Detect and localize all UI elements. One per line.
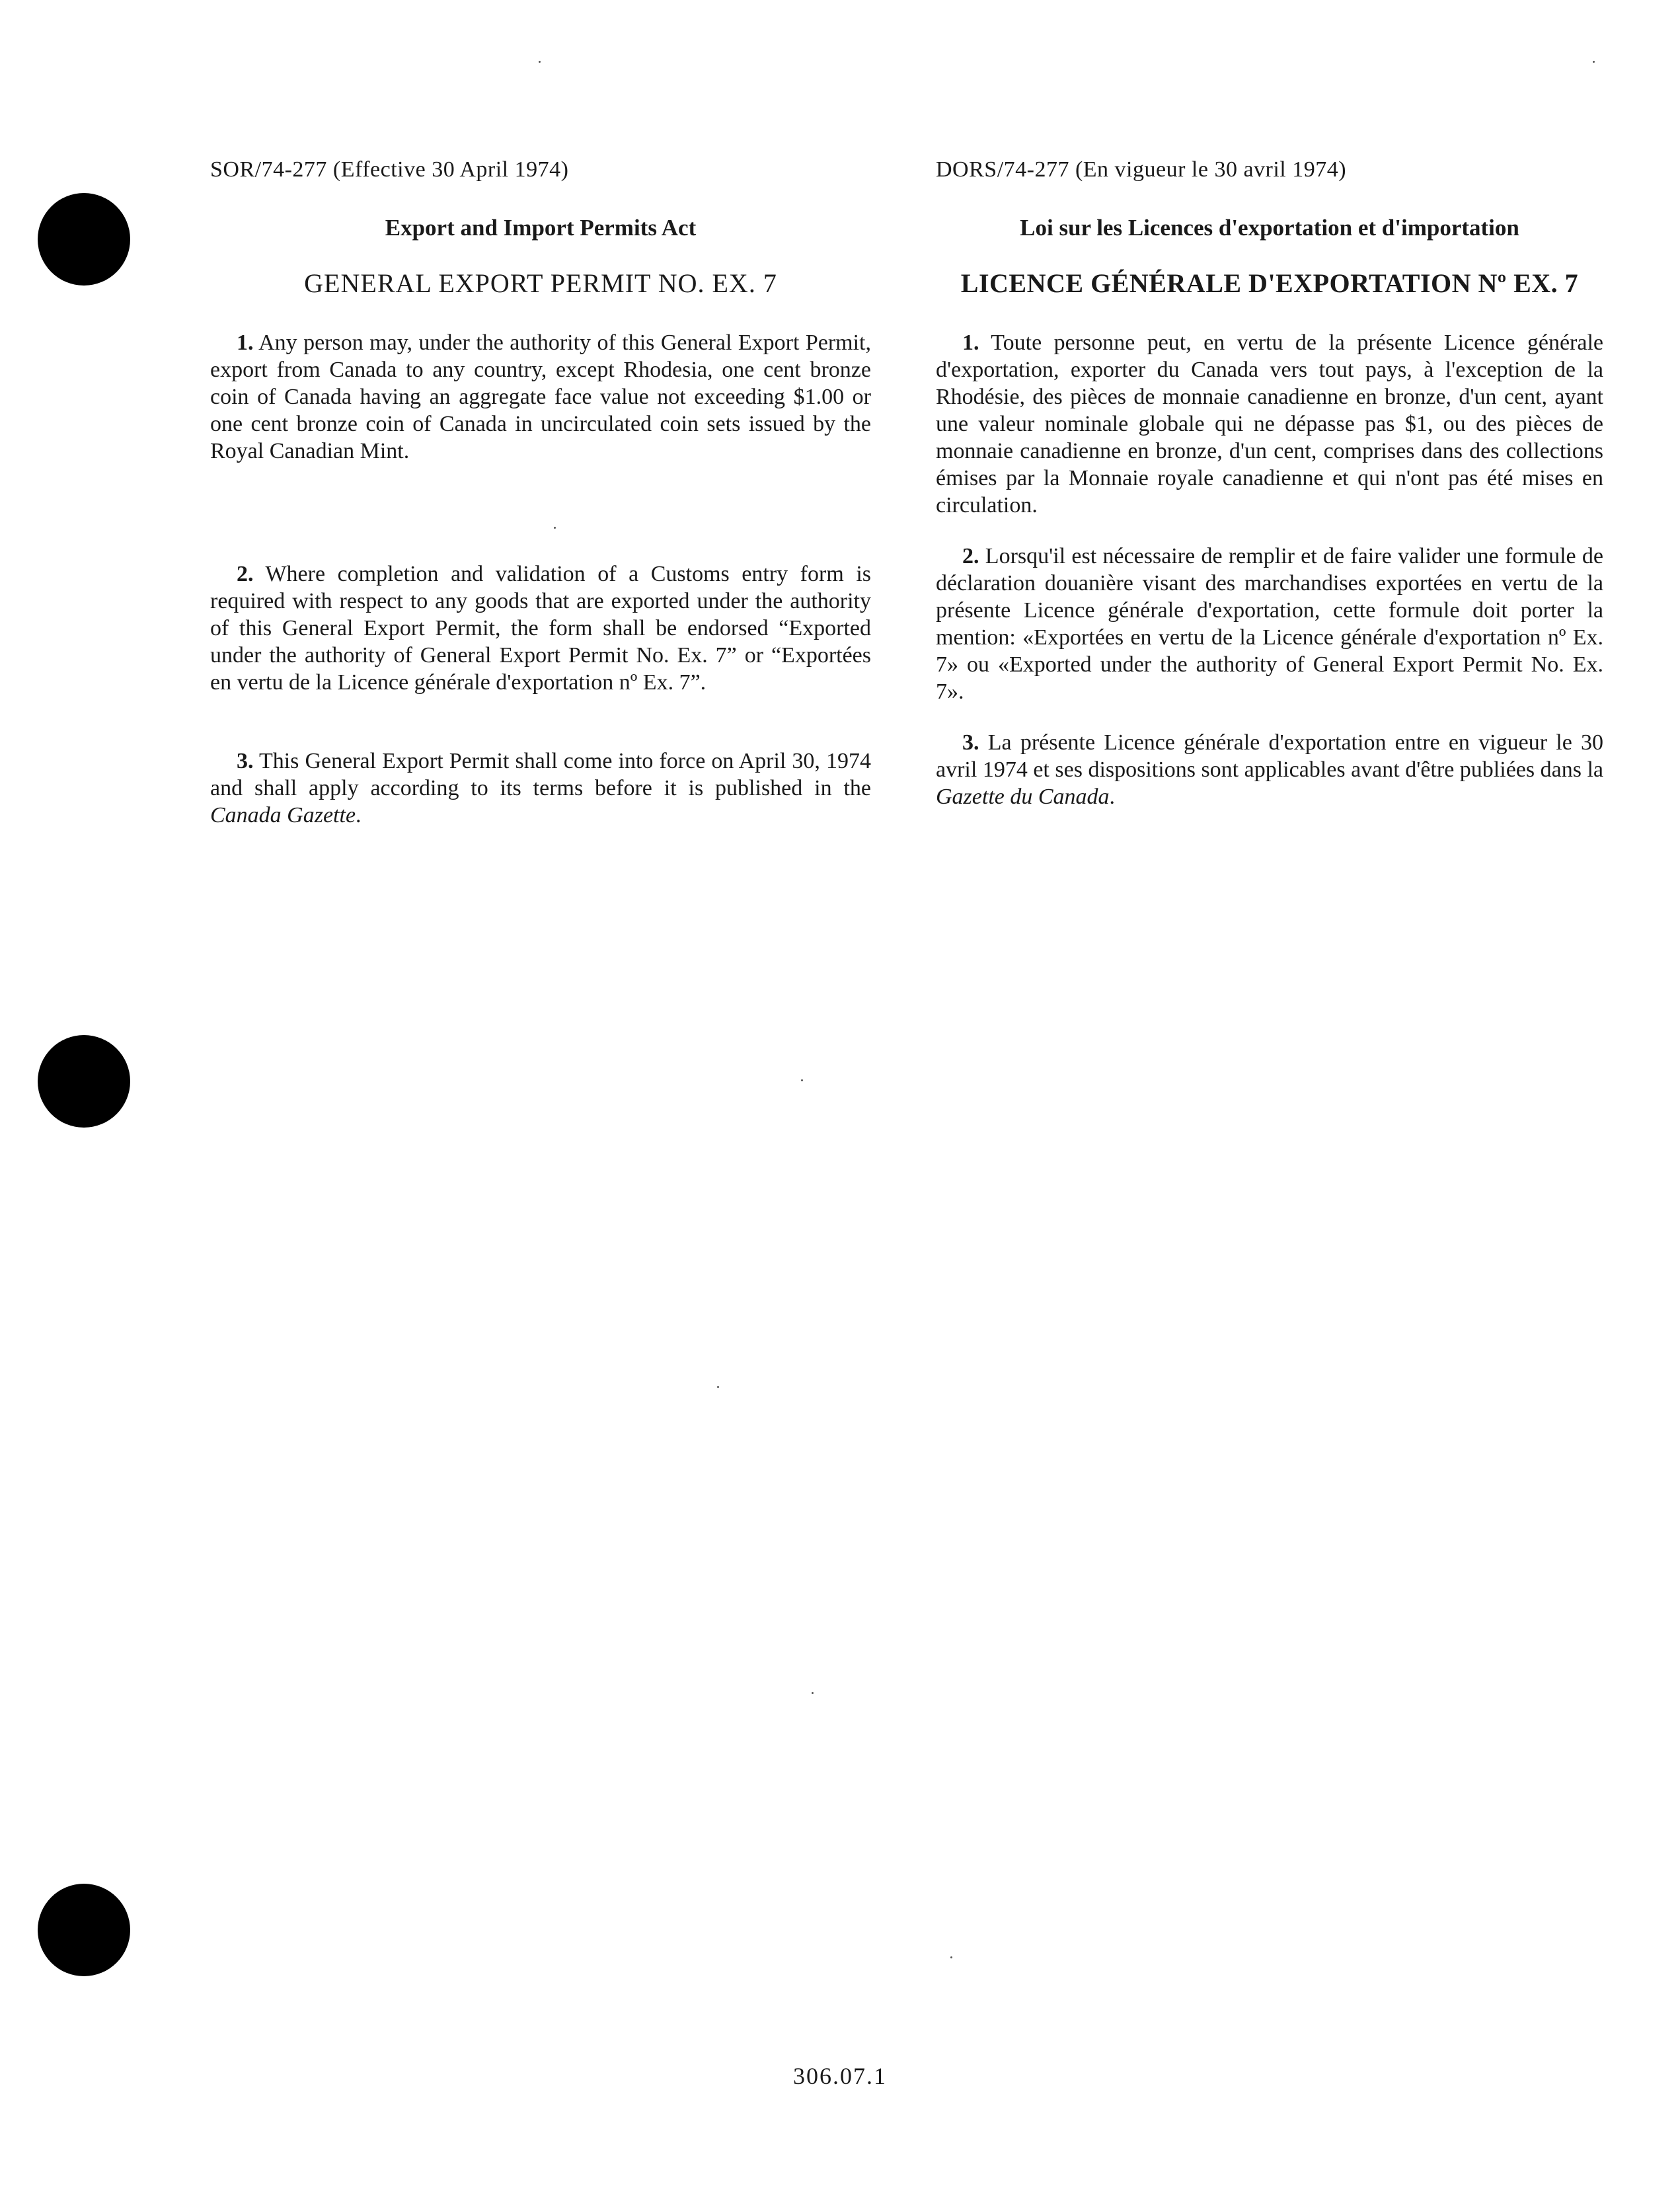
section-2	[210, 560, 871, 696]
permit-title: GENERAL EXPORT PERMIT NO. EX. 7	[304, 268, 777, 298]
act-title: Export and Import Permits Act	[385, 215, 697, 241]
page-number: 306.07.1	[793, 2063, 887, 2089]
scan-speck	[717, 1386, 719, 1388]
section-1	[210, 329, 871, 465]
punch-hole	[38, 1035, 130, 1128]
regulation-reference: DORS/74-277 (En vigueur le 30 avril 1974)	[936, 157, 1347, 182]
section-text: Any person may, under the authority of this General Export Permit, export from Canada to any country, except Rhodesia, one cent bronze coin of Canada having an aggregate face value not exceeding $1.00 or one cent bronze coin of Canada in uncirculated coin sets issued by the Royal Canadian Mint.	[210, 330, 872, 463]
punch-hole	[38, 193, 130, 286]
scan-speck	[539, 61, 541, 63]
section-text: This General Export Permit shall come into force on April 30, 1974 and shall apply according to its terms before it is published in the	[210, 749, 871, 800]
english-column	[210, 149, 871, 829]
scan-speck	[1593, 61, 1595, 63]
french-column	[936, 149, 1603, 810]
section-number: 1.	[237, 330, 254, 355]
act-title: Loi sur les Licences d'exportation et d'importation	[1020, 215, 1519, 241]
regulation-reference: SOR/74-277 (Effective 30 April 1974)	[210, 157, 569, 182]
section-number: 3.	[237, 749, 254, 773]
gazette-name: Gazette du Canada	[936, 785, 1110, 809]
gazette-name: Canada Gazette	[210, 803, 356, 828]
scan-speck	[812, 1692, 814, 1694]
section-text: Where completion and validation of a Customs entry form is required with respect to any goods that are exported under the authority of this General Export Permit, the form shall be endorsed “Exported under the authority of General Export Permit No. Ex. 7” or “Exportées en vertu de la Licence générale d'exportation nº Ex. 7”.	[210, 562, 871, 695]
permit-title: LICENCE GÉNÉRALE D'EXPORTATION Nº EX. 7	[960, 268, 1579, 298]
section-3	[936, 729, 1603, 810]
punch-hole	[38, 1884, 130, 1976]
section-1	[936, 329, 1603, 519]
section-text: Toute personne peut, en vertu de la présente Licence générale d'exportation, exporter du Canada vers tout pays, à l'exception de la Rhodésie, des pièces de monnaie canadienne en bronze, d'un cent, ayant une valeur nominale globale qui ne dépasse pas $1, ou des pièces de monnaie canadienne en bronze, d'un cent, comprises dans des collections émises par la Monnaie royale canadienne et qui n'ont pas été mises en circulation.	[936, 330, 1604, 518]
section-text: Lorsqu'il est nécessaire de remplir et de faire valider une formule de déclaration douanière visant des marchandises exportées en vertu de la présente Licence générale d'exportation, cette formule doit porter la mention: «Exportées en vertu de la Licence générale d'exportation nº Ex. 7» ou «Exported under the authority of General Export Permit No. Ex. 7».	[936, 544, 1603, 704]
scan-speck	[950, 1956, 952, 1958]
section-number: 2.	[237, 562, 254, 586]
scan-speck	[801, 1079, 803, 1081]
section-2	[936, 543, 1603, 705]
section-text-end: .	[356, 803, 362, 828]
section-text: La présente Licence générale d'exportation entre en vigueur le 30 avril 1974 et ses dispositions sont applicables avant d'être publiées dans la	[936, 730, 1604, 782]
section-number: 1.	[962, 330, 979, 355]
section-3	[210, 748, 871, 829]
section-number: 3.	[962, 730, 979, 755]
section-text-end: .	[1109, 785, 1116, 809]
section-number: 2.	[962, 544, 979, 568]
